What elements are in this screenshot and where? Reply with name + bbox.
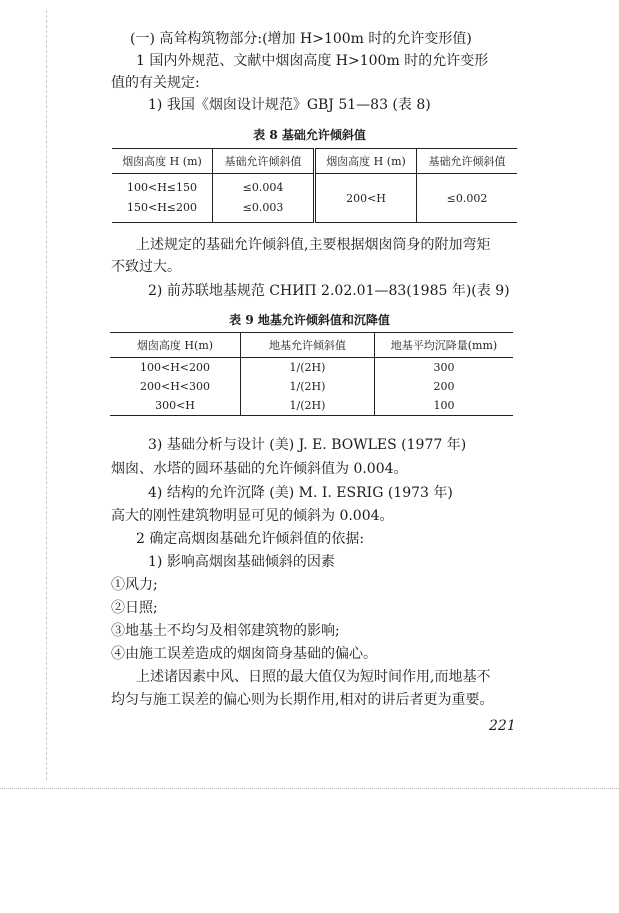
table9 xyxy=(110,332,513,416)
table8-height: 150<H≤200 xyxy=(126,201,198,214)
table8-cell: ≤0.002 xyxy=(446,191,488,205)
table9-header: 地基允许倾斜值 xyxy=(241,333,375,358)
table-row xyxy=(110,396,513,416)
paragraph-line: 上述规定的基础允许倾斜值,主要根据烟囱筒身的附加弯矩 xyxy=(136,237,491,253)
table8-header: 基础允许倾斜值 xyxy=(417,149,518,174)
table-row xyxy=(110,358,513,378)
list-item: ①风力; xyxy=(111,577,158,593)
table8-cell xyxy=(112,174,213,223)
table8-cell xyxy=(213,174,315,223)
table8-cell: 200<H xyxy=(315,174,417,223)
table9-title: 表 9 地基允许倾斜值和沉降值 xyxy=(229,313,390,327)
table8-header: 基础允许倾斜值 xyxy=(213,149,315,174)
list-item: 4) 结构的允许沉降 (美) M. I. ESRIG (1973 年) xyxy=(148,485,453,501)
paragraph-line: 1 国内外规范、文献中烟囱高度 H>100m 时的允许变形 xyxy=(136,53,489,69)
table-row xyxy=(110,377,513,396)
paragraph-line: 上述诸因素中风、日照的最大值仅为短时间作用,而地基不 xyxy=(136,669,491,685)
table9-cell: 300 xyxy=(433,361,455,374)
list-item: ④由施工误差造成的烟囱筒身基础的偏心。 xyxy=(111,646,377,662)
section-heading: (一) 高耸构筑物部分:(增加 H>100m 时的允许变形值) xyxy=(130,31,472,47)
table9-cell: 200<H<300 xyxy=(110,377,241,396)
table9-cell: 1/(2H) xyxy=(241,358,375,378)
table8 xyxy=(112,148,517,223)
table9-cell: 1/(2H) xyxy=(241,396,375,416)
table9-cell: 100<H<200 xyxy=(110,358,241,378)
section-heading: 2 确定高烟囱基础允许倾斜值的依据: xyxy=(136,531,365,547)
page-number: 221 xyxy=(489,718,516,734)
list-item: 3) 基础分析与设计 (美) J. E. BOWLES (1977 年) xyxy=(148,437,467,453)
list-item: ③地基土不均匀及相邻建筑物的影响; xyxy=(111,623,340,639)
scan-artifact-line xyxy=(0,788,619,797)
table9-cell: 300<H xyxy=(110,396,241,416)
table9-header: 地基平均沉降量(mm) xyxy=(375,333,514,358)
table9-header: 烟囱高度 H(m) xyxy=(110,333,241,358)
list-item: ②日照; xyxy=(111,600,158,616)
paragraph-line: 值的有关规定: xyxy=(111,75,200,91)
paragraph-line: 高大的刚性建筑物明显可见的倾斜为 0.004。 xyxy=(111,508,394,524)
list-item: 1) 我国《烟囱设计规范》GBJ 51—83 (表 8) xyxy=(148,97,431,113)
paragraph-line: 不致过大。 xyxy=(111,259,181,275)
list-item: 1) 影响高烟囱基础倾斜的因素 xyxy=(148,554,335,570)
table8-value: ≤0.003 xyxy=(242,201,284,214)
table9-cell: 100 xyxy=(433,399,455,412)
table8-header: 烟囱高度 H (m) xyxy=(315,149,417,174)
table8-value: ≤0.004 xyxy=(242,181,284,194)
list-item: 2) 前苏联地基规范 СНИП 2.02.01—83(1985 年)(表 9) xyxy=(148,283,510,299)
paragraph-line: 均匀与施工误差的偏心则为长期作用,相对的讲后者更为重要。 xyxy=(111,692,494,708)
table8-header: 烟囱高度 H (m) xyxy=(112,149,213,174)
table9-cell: 200 xyxy=(433,380,455,393)
table8-title: 表 8 基础允许倾斜值 xyxy=(253,128,366,142)
paragraph-line: 烟囱、水塔的圆环基础的允许倾斜值为 0.004。 xyxy=(111,461,408,477)
table9-cell: 1/(2H) xyxy=(241,377,375,396)
table8-height: 100<H≤150 xyxy=(126,181,198,194)
